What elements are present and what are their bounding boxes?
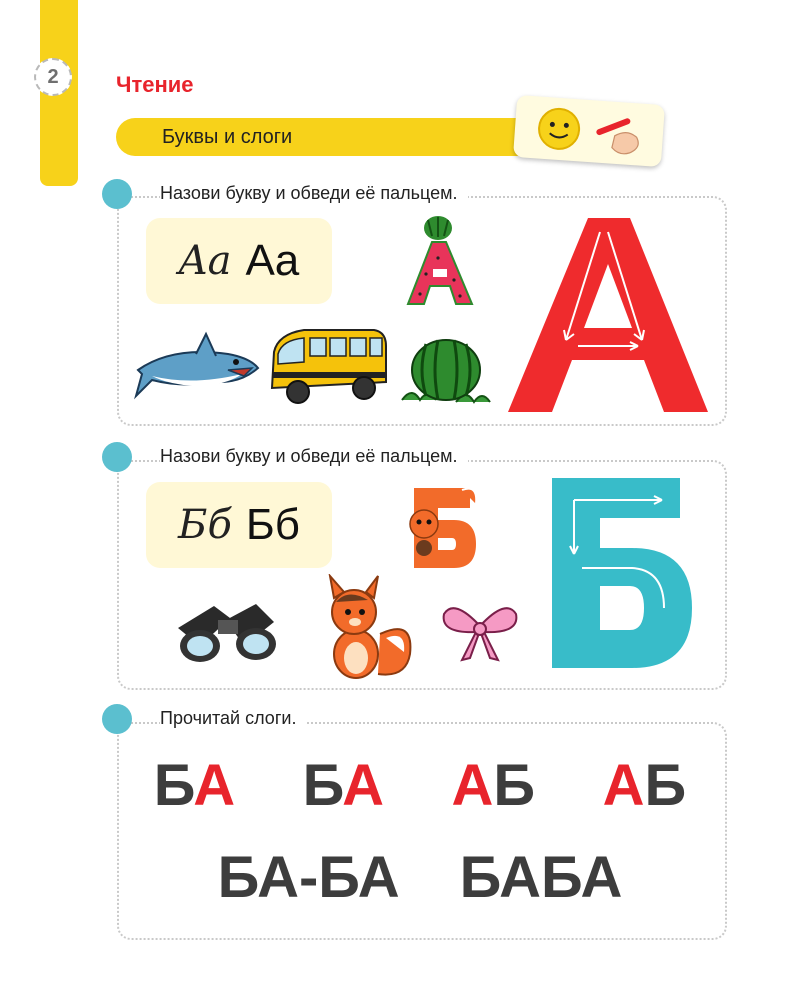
bus-icon — [264, 322, 394, 408]
letter-b-print: Бб — [245, 500, 300, 549]
syllable-letter-vowel: А — [451, 753, 494, 818]
big-letter-b — [552, 478, 692, 668]
watermelon-letter-a-icon — [400, 214, 480, 306]
syllables-row-1 — [120, 752, 720, 819]
letter-a-script: Aa — [178, 238, 232, 284]
task-c-instruction: Прочитай слоги. — [160, 708, 306, 729]
topic-card — [513, 95, 665, 167]
binoculars-icon — [170, 598, 286, 668]
squirrel-icon — [318, 574, 418, 684]
word-ba-ba: БА-БА — [217, 845, 400, 910]
syllable-letter-vowel: А — [193, 753, 236, 818]
syllable-letter: Б — [153, 753, 194, 818]
topic-bar — [116, 118, 556, 156]
section-title: Чтение — [116, 72, 194, 97]
syllable-letter: Б — [302, 753, 343, 818]
word-baba: БАБА — [459, 845, 623, 910]
syllable-letter: Б — [493, 753, 536, 818]
task-b-bullet — [102, 442, 132, 472]
big-letter-a — [508, 210, 708, 422]
letter-b-script: Бб — [178, 502, 232, 548]
syllables-row-2 — [120, 844, 720, 911]
page-number: 2 — [34, 58, 72, 96]
letter-a-print: Aa — [245, 236, 300, 285]
syllable-ba-1 — [154, 752, 235, 819]
letter-b-pair — [146, 482, 332, 568]
syllable-ab-1 — [452, 752, 536, 819]
smiley-drawing-icon — [513, 95, 665, 167]
task-c-bullet — [102, 704, 132, 734]
letter-a-pair — [146, 218, 332, 304]
syllable-ba-2 — [303, 752, 384, 819]
shark-icon — [132, 330, 262, 404]
syllable-letter: Б — [644, 753, 687, 818]
task-a-bullet — [102, 179, 132, 209]
syllable-ab-2 — [603, 752, 687, 819]
watermelon-icon — [396, 330, 496, 414]
topic-title: Буквы и слоги — [162, 125, 293, 148]
syllable-letter-vowel: А — [602, 753, 645, 818]
task-b-instruction: Назови букву и обведи её пальцем. — [160, 446, 468, 467]
syllable-letter-vowel: А — [342, 753, 385, 818]
bow-icon — [440, 598, 520, 668]
squirrel-letter-b-icon — [400, 480, 484, 572]
task-a-instruction: Назови букву и обведи её пальцем. — [160, 183, 468, 204]
